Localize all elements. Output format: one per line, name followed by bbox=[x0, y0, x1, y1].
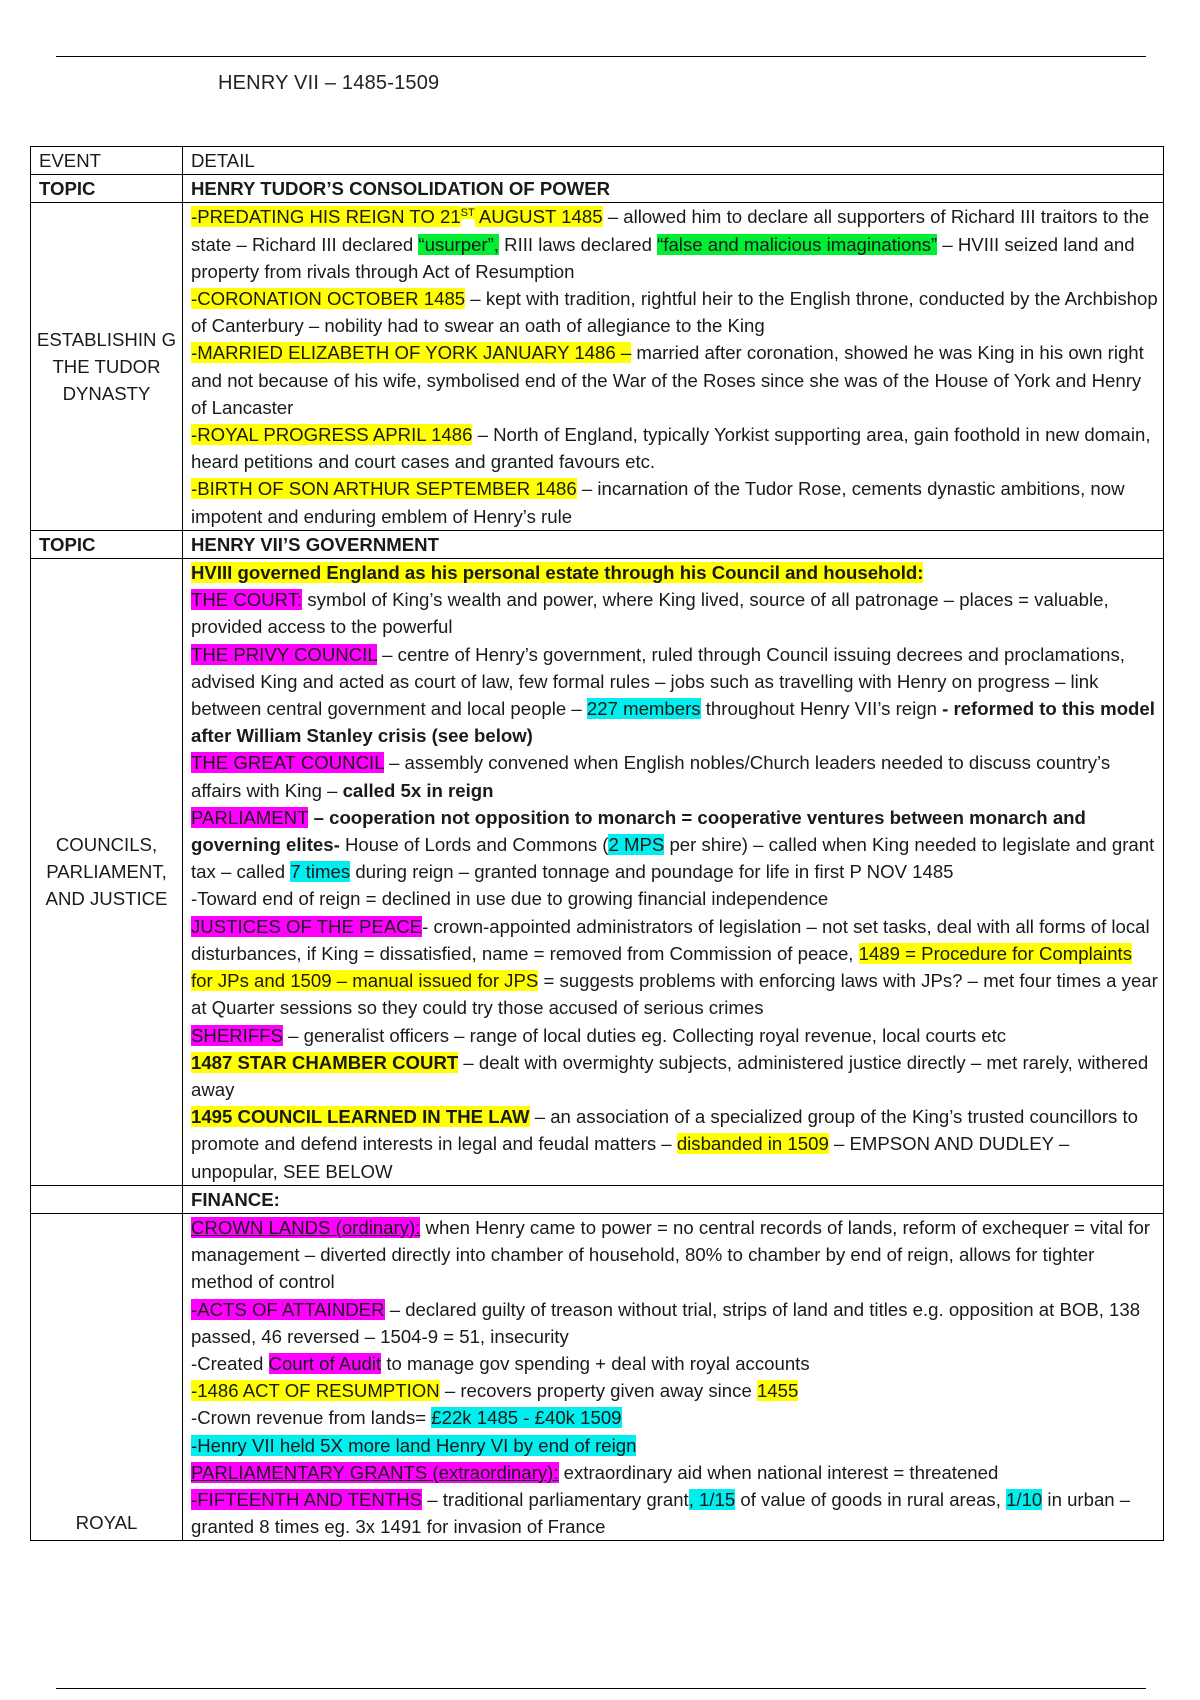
p1-green-2: “false and malicious imaginations” bbox=[657, 233, 938, 255]
crown bbox=[191, 1214, 1158, 1296]
detail-header: DETAIL bbox=[183, 147, 1164, 175]
fifteenths-text-d: in urban – granted 8 times eg. 3x 1491 for invasion of France bbox=[191, 1488, 1131, 1538]
held-cyan: -Henry VII held 5X more land Henry VI by end of reign bbox=[191, 1434, 637, 1456]
great-highlight: THE GREAT COUNCIL bbox=[191, 752, 384, 774]
parl bbox=[191, 804, 1158, 886]
crown-text: when Henry came to power = no central records of lands, reform of exchequer = vital for management – diverted directly into chamber of household, 80% to chamber by end of reign, allows for tighter method of control bbox=[191, 1216, 1151, 1293]
section2-row bbox=[31, 559, 1164, 1186]
fifteenths bbox=[191, 1486, 1158, 1540]
parl-text-d: during reign – granted tonnage and poundage for life in first P NOV 1485 bbox=[350, 861, 954, 883]
p5 bbox=[191, 475, 1158, 529]
p5-text: – incarnation of the Tudor Rose, cements dynastic ambitions, now impotent and enduring emblem of Henry’s rule bbox=[191, 478, 1125, 527]
p1-highlight: -PREDATING HIS REIGN TO 21 bbox=[191, 206, 461, 228]
audit-text-a: -Created bbox=[191, 1352, 269, 1374]
attainder-highlight: -ACTS OF ATTAINDER bbox=[191, 1298, 385, 1320]
notes-table bbox=[30, 146, 1164, 1541]
finance-empty-cell bbox=[31, 1185, 183, 1213]
jp-text-a: - crown-appointed administrators of legislation – not set tasks, deal with all forms of local disturbances, if King = dissatisfied, name = removed from Commission of peace, bbox=[191, 915, 1150, 964]
section1-row bbox=[31, 203, 1164, 530]
parl-highlight: PARLIAMENT bbox=[191, 806, 309, 828]
jp-text-b: = suggests problems with enforcing laws with JPs? – met four times a year at Quarter sessions so they could try those accused of serious crimes bbox=[191, 970, 1158, 1019]
p1-text-b: RIII laws declared bbox=[498, 233, 658, 255]
p2-text: – kept with tradition, rightful heir to the English throne, conducted by the Archbishop of Canterbury – nobility had to swear an oath of allegiance to the King bbox=[191, 288, 1158, 337]
attainder bbox=[191, 1296, 1158, 1350]
grants bbox=[191, 1459, 1158, 1486]
star bbox=[191, 1049, 1158, 1103]
great-text: – assembly convened when English nobles/Church leaders needed to discuss country’s affairs with King – bbox=[191, 752, 1111, 801]
great-bold: called 5x in reign bbox=[342, 779, 494, 801]
revenue-text: -Crown revenue from lands= bbox=[191, 1407, 432, 1429]
resumption-year: 1455 bbox=[756, 1380, 799, 1402]
revenue-cyan: £22k 1485 - £40k 1509 bbox=[431, 1407, 622, 1429]
p1-text-a: – allowed him to declare all supporters of Richard III traitors to the state – Richard III declared bbox=[191, 206, 1150, 255]
star-text: – dealt with overmighty subjects, administered justice directly – met rarely, withered away bbox=[191, 1051, 1149, 1100]
grants-text: extraordinary aid when national interest = threatened bbox=[558, 1461, 999, 1483]
section2-detail bbox=[183, 559, 1164, 1186]
held bbox=[191, 1432, 1158, 1459]
p4 bbox=[191, 421, 1158, 475]
privy-bold: - reformed to this model after William Stanley crisis (see below) bbox=[191, 698, 1155, 747]
section2-label: COUNCILS, PARLIAMENT, AND JUSTICE bbox=[31, 559, 183, 1186]
crown-highlight: CROWN LANDS (ordinary): bbox=[191, 1216, 421, 1238]
grants-highlight: PARLIAMENTARY GRANTS (extraordinary): bbox=[191, 1461, 559, 1483]
topic-row-1 bbox=[31, 175, 1164, 203]
learned bbox=[191, 1103, 1158, 1185]
p3-text: married after coronation, showed he was King in his own right and not because of his wife, symbolised end of the War of the Roses since she was of the House of York and Henry of Lancaster bbox=[191, 342, 1144, 418]
privy-highlight: THE PRIVY COUNCIL bbox=[191, 643, 377, 665]
event-header: EVENT bbox=[31, 147, 183, 175]
p5-highlight: -BIRTH OF SON ARTHUR SEPTEMBER 1486 bbox=[191, 478, 577, 500]
fifteenths-highlight: -FIFTEENTH AND TENTHS bbox=[191, 1488, 423, 1510]
section1-heading: HENRY TUDOR’S CONSOLIDATION OF POWER bbox=[183, 175, 1164, 203]
p1-text-c: – HVIII seized land and property from rivals through Act of Resumption bbox=[191, 233, 1135, 282]
section3-row bbox=[31, 1213, 1164, 1540]
court-text: symbol of King’s wealth and power, where King lived, source of all patronage – places = valuable, provided access to the powerful bbox=[191, 589, 1109, 638]
section2-heading: HENRY VII’S GOVERNMENT bbox=[183, 530, 1164, 558]
star-highlight: 1487 STAR CHAMBER COURT bbox=[191, 1051, 459, 1073]
sheriffs-highlight: SHERIFFS bbox=[191, 1024, 283, 1046]
section3-detail bbox=[183, 1213, 1164, 1540]
top-rule bbox=[56, 56, 1146, 57]
privy-text-b: throughout Henry VII’s reign bbox=[700, 698, 943, 720]
topic-row-2 bbox=[31, 530, 1164, 558]
sheriffs-text: – generalist officers – range of local duties eg. Collecting royal revenue, local courts etc bbox=[282, 1024, 1007, 1046]
page-title: HENRY VII – 1485-1509 bbox=[218, 72, 440, 94]
intro bbox=[191, 559, 1158, 586]
topic-label: TOPIC bbox=[31, 530, 183, 558]
parl-bold: – cooperation not opposition to monarch = cooperative ventures between monarch and governing elites- bbox=[191, 806, 1086, 856]
topic-label: TOPIC bbox=[31, 175, 183, 203]
revenue bbox=[191, 1404, 1158, 1431]
p2 bbox=[191, 285, 1158, 339]
p3 bbox=[191, 339, 1158, 421]
fifteenths-text-a: – traditional parliamentary grant bbox=[422, 1488, 689, 1510]
court-highlight: THE COURT: bbox=[191, 589, 303, 611]
court bbox=[191, 586, 1158, 640]
finance-row bbox=[31, 1185, 1164, 1213]
header-row bbox=[31, 147, 1164, 175]
section1-detail bbox=[183, 203, 1164, 530]
privy-text-a: – centre of Henry’s government, ruled through Council issuing decrees and proclamations, advised King and acted as court of law, few formal rules – jobs such as travelling with Henry on progress – link between central government and local people – bbox=[191, 643, 1125, 720]
fifteenths-cyan-1: , 1/15 bbox=[688, 1488, 736, 1510]
p1 bbox=[191, 203, 1158, 285]
p4-highlight: -ROYAL PROGRESS APRIL 1486 bbox=[191, 424, 473, 446]
audit-highlight: Court of Audit bbox=[268, 1352, 382, 1374]
parl-cyan-2: 7 times bbox=[290, 861, 351, 883]
privy bbox=[191, 641, 1158, 750]
p1-highlight-2: AUGUST 1485 bbox=[474, 206, 603, 228]
intro-highlight: HVIII governed England as his personal estate through his Council and household: bbox=[191, 562, 924, 584]
audit-text-b: to manage gov spending + deal with royal accounts bbox=[381, 1352, 810, 1374]
attainder-text: – declared guilty of treason without trial, strips of land and titles e.g. opposition at BOB, 138 passed, 46 reversed – 1504-9 = 51, insecurity bbox=[191, 1298, 1141, 1347]
fifteenths-cyan-2: 1/10 bbox=[1006, 1488, 1043, 1510]
resumption bbox=[191, 1377, 1158, 1404]
parl-text-a: House of Lords and Commons ( bbox=[339, 834, 609, 856]
jp bbox=[191, 913, 1158, 1022]
resumption-text: – recovers property given away since bbox=[439, 1380, 757, 1402]
great bbox=[191, 749, 1158, 803]
section1-label: ESTABLISHIN G THE TUDOR DYNASTY bbox=[31, 203, 183, 530]
parl-text-b: per shire) – called when King needed to legislate and grant tax – called bbox=[191, 834, 1155, 883]
privy-cyan: 227 members bbox=[586, 698, 701, 720]
sheriffs bbox=[191, 1022, 1158, 1049]
bottom-rule bbox=[56, 1688, 1146, 1689]
parl-cyan-1: 2 MPS bbox=[608, 834, 665, 856]
p1-sup: ST bbox=[460, 207, 475, 220]
p3-highlight: -MARRIED ELIZABETH OF YORK JANUARY 1486 – bbox=[191, 342, 632, 364]
jp-yellow: 1489 = Procedure for Complaints for JPs and 1509 – manual issued for JPS bbox=[191, 942, 1133, 992]
audit bbox=[191, 1350, 1158, 1377]
p4-text: – North of England, typically Yorkist supporting area, gain foothold in new domain, heard petitions and court cases and granted favours etc. bbox=[191, 424, 1151, 473]
learned-yellow: disbanded in 1509 bbox=[676, 1133, 829, 1155]
learned-text-a: – an association of a specialized group of the King’s trusted councillors to promote and defend interests in legal and feudal matters – bbox=[191, 1106, 1138, 1155]
section3-heading: FINANCE: bbox=[183, 1185, 1164, 1213]
p1-green-1: “usurper”, bbox=[418, 233, 499, 255]
section3-label: ROYAL bbox=[31, 1213, 183, 1540]
p2-highlight: -CORONATION OCTOBER 1485 bbox=[191, 288, 466, 310]
learned-text-b: – EMPSON AND DUDLEY – unpopular, SEE BELOW bbox=[191, 1133, 1070, 1182]
toward: -Toward end of reign = declined in use due to growing financial independence bbox=[191, 888, 829, 910]
jp-highlight: JUSTICES OF THE PEACE bbox=[191, 915, 423, 937]
fifteenths-text-b: of value of goods in rural areas, bbox=[735, 1488, 1007, 1510]
learned-highlight: 1495 COUNCIL LEARNED IN THE LAW bbox=[191, 1106, 530, 1128]
resumption-highlight: -1486 ACT OF RESUMPTION bbox=[191, 1380, 440, 1402]
